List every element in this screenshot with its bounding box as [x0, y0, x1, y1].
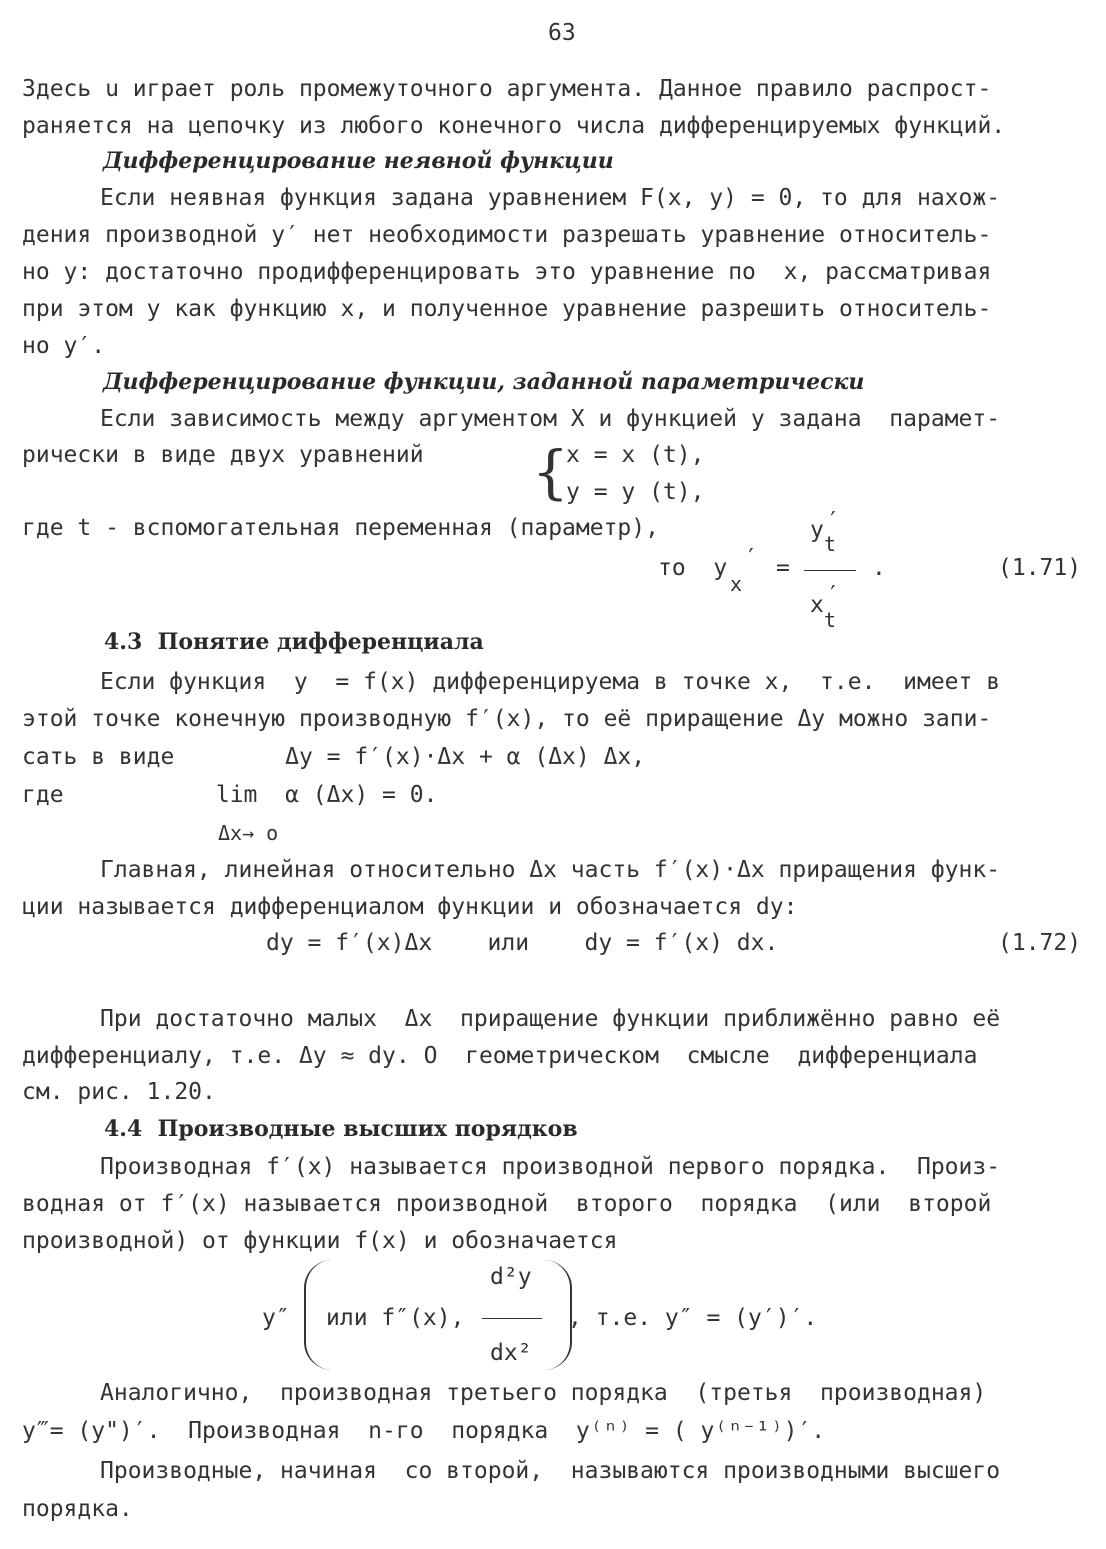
text-line: где lim α (Δx) = 0. — [22, 782, 438, 808]
formula-numerator: y — [810, 517, 824, 543]
text-line: При достаточно малых Δx приращение функции приближённо равно её — [100, 1006, 1001, 1032]
text-line: ции называется дифференциалом функции и обозначается dy: — [22, 894, 798, 920]
formula-prime: ′ — [826, 582, 840, 608]
text-line: рически в виде двух уравнений — [22, 442, 424, 468]
formula-prime: ′ — [826, 508, 840, 534]
equation-number: (1.72) — [998, 930, 1082, 956]
text-line: Производная f′(x) называется производной первого порядка. Произ- — [100, 1154, 1001, 1180]
section-heading: 4.4 Производные высших порядков — [104, 1116, 578, 1142]
system-equation: x = x (t), — [566, 442, 705, 468]
text-line: Если неявная функция задана уравнением F(x, y) = 0, то для нахож- — [100, 185, 1001, 211]
text-line: производной) от функции f(x) и обозначается — [22, 1228, 618, 1254]
text-line: y‴= (y")′. Производная n-го порядка y⁽ⁿ⁾ = ( y⁽ⁿ⁻¹⁾)′. — [22, 1418, 826, 1444]
page-number: 63 — [548, 20, 576, 46]
formula-equals: = — [776, 555, 790, 581]
formula-1-72: dy = f′(x)Δx или dy = f′(x) dx. — [266, 930, 779, 956]
formula-lhs: то y — [658, 555, 728, 581]
text-line: но y: достаточно продифференцировать это уравнение по x, рассматривая — [22, 259, 992, 285]
text-line: раняется на цепочку из любого конечного числа дифференцируемых функций. — [22, 113, 1006, 139]
text-line: Главная, линейная относительно Δx часть f′(x)·Δx приращения функ- — [100, 857, 1001, 883]
text-line: Производные, начиная со второй, называются производными высшего — [100, 1458, 1001, 1484]
system-brace: { — [532, 438, 569, 506]
text-line: водная от f′(x) называется производной второго порядка (или второй — [22, 1191, 992, 1217]
section-heading: Дифференцирование неявной функции — [103, 148, 614, 174]
text-line: дифференциалу, т.е. Δy ≈ dy. О геометрическом смысле дифференциала — [22, 1043, 978, 1069]
text-line: при этом y как функцию x, и полученное уравнение разрешить относитель- — [22, 296, 992, 322]
formula-period: . — [872, 555, 886, 581]
text-line: где t - вспомогательная переменная (параметр), — [22, 515, 659, 541]
section-heading: 4.3 Понятие дифференциала — [104, 629, 484, 655]
text-line: Здесь u играет роль промежуточного аргумента. Данное правило распрост- — [22, 76, 992, 102]
equation-number: (1.71) — [998, 555, 1082, 581]
fraction-bar — [804, 570, 856, 571]
formula-prime: ′ — [744, 545, 758, 571]
fraction-bar — [482, 1318, 542, 1319]
formula-numerator: d²y — [490, 1264, 532, 1290]
limit-subscript: Δx→ o — [218, 821, 279, 845]
text-line: см. рис. 1.20. — [22, 1079, 216, 1105]
formula-denominator: dx² — [490, 1340, 532, 1366]
formula-denominator: x — [810, 592, 824, 618]
formula-numerator-subscript: t — [824, 532, 837, 556]
text-line: порядка. — [22, 1496, 133, 1522]
formula-tail: , т.е. y″ = (y′)′. — [568, 1305, 818, 1331]
text-line: дения производной y′ нет необходимости разрешать уравнение относитель- — [22, 222, 992, 248]
text-line: Аналогично, производная третьего порядка (третья производная) — [100, 1380, 987, 1406]
text-line: сать в виде Δy = f′(x)·Δx + α (Δx) Δx, — [22, 744, 646, 770]
system-equation: y = y (t), — [566, 479, 705, 505]
text-line: этой точке конечную производную f′(x), то её приращение Δy можно запи- — [22, 706, 992, 732]
text-line: Если зависимость между аргументом X и функцией y задана парамет- — [100, 406, 1001, 432]
section-heading: Дифференцирование функции, заданной параметрически — [103, 369, 865, 395]
formula-denominator-subscript: t — [824, 608, 837, 632]
formula-y-double-prime: y″ — [262, 1305, 290, 1331]
formula-lhs-subscript: x — [730, 572, 743, 596]
formula-ili: или f″(x), — [326, 1305, 465, 1331]
text-line: но y′. — [22, 333, 106, 359]
text-line: Если функция y = f(x) дифференцируема в точке x, т.е. имеет в — [100, 669, 1001, 695]
